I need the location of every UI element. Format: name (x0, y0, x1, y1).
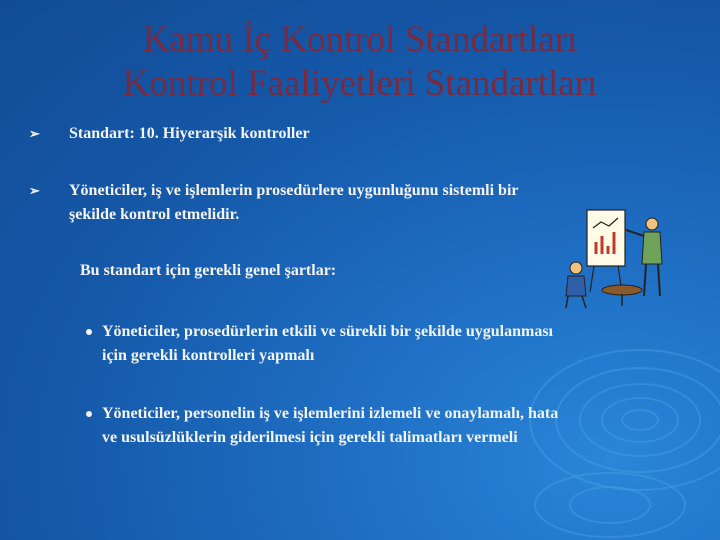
bullet-text-line-1: Yöneticiler, iş ve işlemlerin prosedürlere uygunluğunu sistemli bir (69, 182, 519, 199)
sub-bullet-line-1: Yöneticiler, prosedürlerin etkili ve sürekli bir şekilde uygulanması (102, 323, 553, 340)
title-line-1: Kamu İç Kontrol Standartları (142, 19, 578, 60)
dot-bullet-icon (86, 329, 92, 335)
arrow-bullet-icon: ➢ (29, 183, 40, 198)
title-line-2: Kontrol Faaliyetleri Standartları (122, 63, 598, 104)
bullet-text: Standart: 10. Hiyerarşik kontroller (69, 125, 310, 142)
requirements-intro: Bu standart için gerekli genel şartlar: (80, 262, 337, 279)
bullet-text-line-2: şekilde kontrol etmelidir. (69, 206, 240, 223)
slide-title (0, 18, 720, 106)
dot-bullet-icon (86, 411, 92, 417)
presentation-meeting-clipart (560, 206, 670, 310)
sub-bullet-line-2: için gerekli kontrolleri yapmalı (102, 347, 315, 364)
sub-bullet-line-1: Yöneticiler, personelin iş ve işlemlerini izlemeli ve onaylamalı, hata (102, 405, 559, 422)
arrow-bullet-icon: ➢ (29, 126, 40, 141)
sub-bullet-line-2: ve usulsüzlüklerin giderilmesi için gerekli talimatları vermeli (102, 429, 518, 446)
